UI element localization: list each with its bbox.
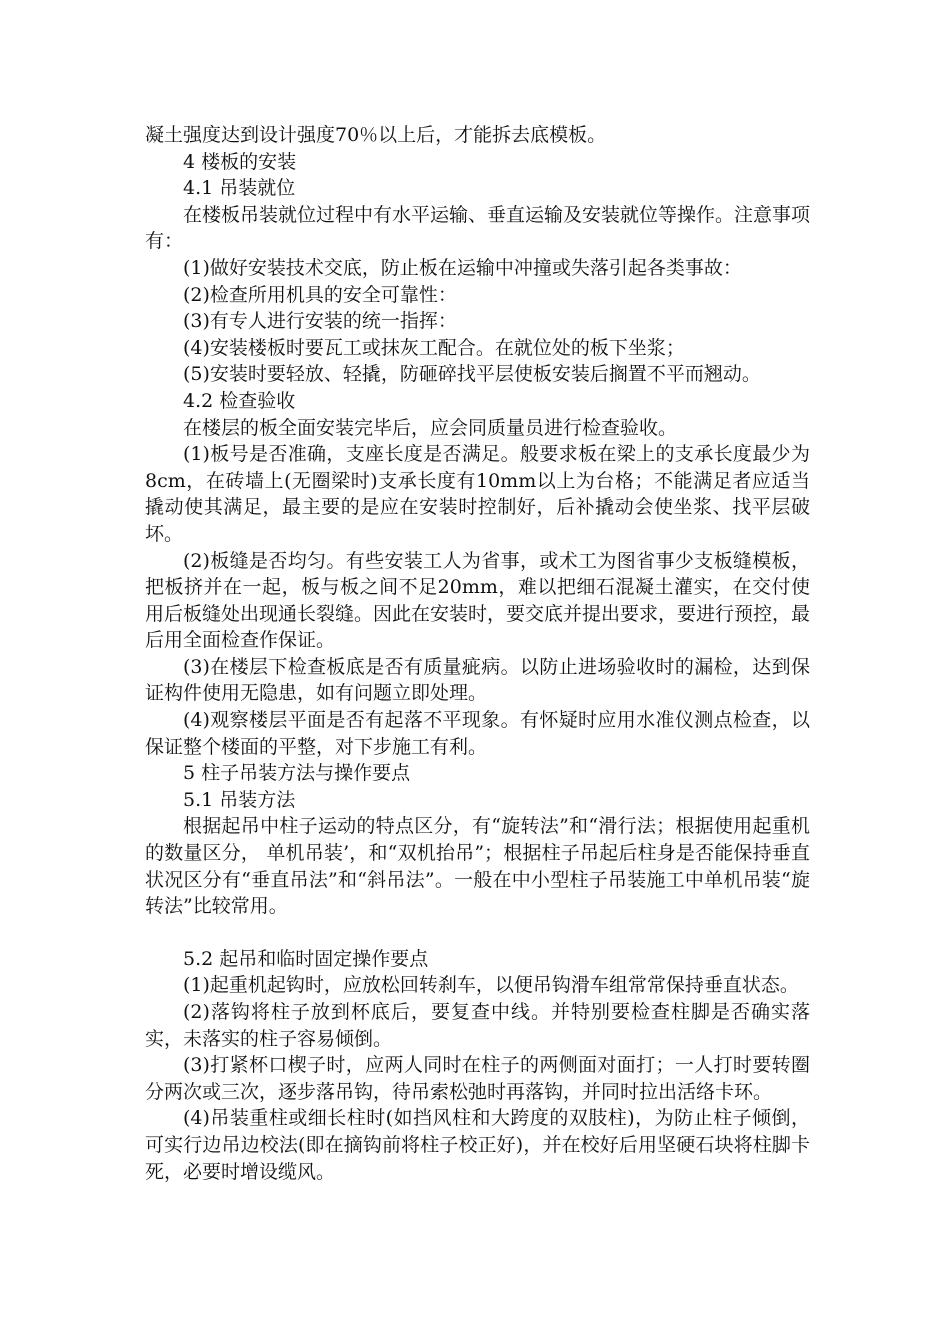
paragraph: 在楼板吊装就位过程中有水平运输、垂直运输及安装就位等操作。注意事项有： [145, 203, 811, 253]
section-heading-5: 5 柱子吊装方法与操作要点 [183, 762, 411, 785]
blank-line [145, 920, 810, 946]
list-item: (2)检查所用机具的安全可靠性： [183, 283, 457, 306]
subsection-heading-4-1: 4.1 吊装就位 [183, 177, 296, 200]
list-item: (4)安装楼板时要瓦工或抹灰工配合。在就位处的板下坐浆； [183, 336, 685, 359]
list-item: (4)观察楼层平面是否有起落不平现象。有怀疑时应用水准仪测点检查，以保证整个楼面的平整，对下步施工有利。 [145, 709, 810, 758]
subsection-heading-5-2: 5.2 起吊和临时固定操作要点 [183, 947, 429, 970]
list-item: (1)做好安装技术交底，防止板在运输中冲撞或失落引起各类事故： [183, 256, 742, 279]
paragraph: 根据起吊中柱子运动的特点区分，有“旋转法”和“滑行法；根据使用起重机的数量区分， 单机吊装’，和“双机抬吊”；根据柱子吊起后柱身是否能保持垂直状况区分有“垂直吊法”和“斜吊法”。一般在中小型柱子吊装施工中单机吊装“旋转法”比较常用。 [145, 815, 810, 918]
list-item: (3)在楼层下检查板底是否有质量疵病。以防止进场验收时的漏检，达到保证构件使用无隐患，如有问题立即处理。 [145, 655, 810, 705]
paragraph-continuation: 凝土强度达到设计强度70％以上后，才能拆去底模板。 [145, 124, 607, 146]
list-item: (4)吊装重柱或细长柱时(如挡风柱和大跨度的双肢柱)，为防止柱子倾倒，可实行边吊边校法(即在摘钩前将柱子校正好)，并在校好后用坚硬石块将柱脚卡死，必要时增设缆风。 [145, 1107, 810, 1183]
section-heading-4: 4 楼板的安装 [183, 150, 297, 173]
list-item: (1)起重机起钩时，应放松回转刹车，以便吊钩滑车组常常保持垂直状态。 [183, 974, 799, 997]
list-item: (1)板号是否准确，支座长度是否满足。般要求板在梁上的支承长度最少为8cm，在砖墙上(无圈梁时)支承长度有10mm以上为台格；不能满足者应适当撬动使其满足，最主要的是应在安装时控制好，后补撬动会使坐浆、找平层破坏。 [145, 443, 810, 545]
subsection-heading-4-2: 4.2 检查验收 [183, 389, 296, 412]
document-page [145, 122, 810, 1185]
paragraph: 在楼层的板全面安装完毕后，应会同质量员进行检查验收。 [183, 416, 678, 439]
list-item: (2)落钩将柱子放到杯底后，要复查中线。并特别要检查柱脚是否确实落实，未落实的柱子容易倾倒。 [145, 1001, 810, 1050]
list-item: (5)安装时要轻放、轻撬，防砸碎找平层使板安装后搁置不平而翘动。 [183, 363, 761, 386]
list-item: (3)打紧杯口楔子时，应两人同时在柱子的两侧面对面打；一人打时要转圈分两次或三次，逐步落吊钩，待吊索松弛时再落钩，并同时拉出活络卡环。 [145, 1054, 810, 1103]
subsection-heading-5-1: 5.1 吊装方法 [183, 788, 296, 811]
list-item: (2)板缝是否均匀。有些安装工人为省事，或术工为图省事少支板缝模板，把板挤并在一起，板与板之间不足20mm，难以把细石混凝土灌实，在交付使用后板缝处出现通长裂缝。因此在安装时，要交底并提出要求，要进行预控，最后用全面检查作保证。 [145, 549, 811, 652]
list-item: (3)有专人进行安装的统一指挥： [183, 310, 457, 333]
